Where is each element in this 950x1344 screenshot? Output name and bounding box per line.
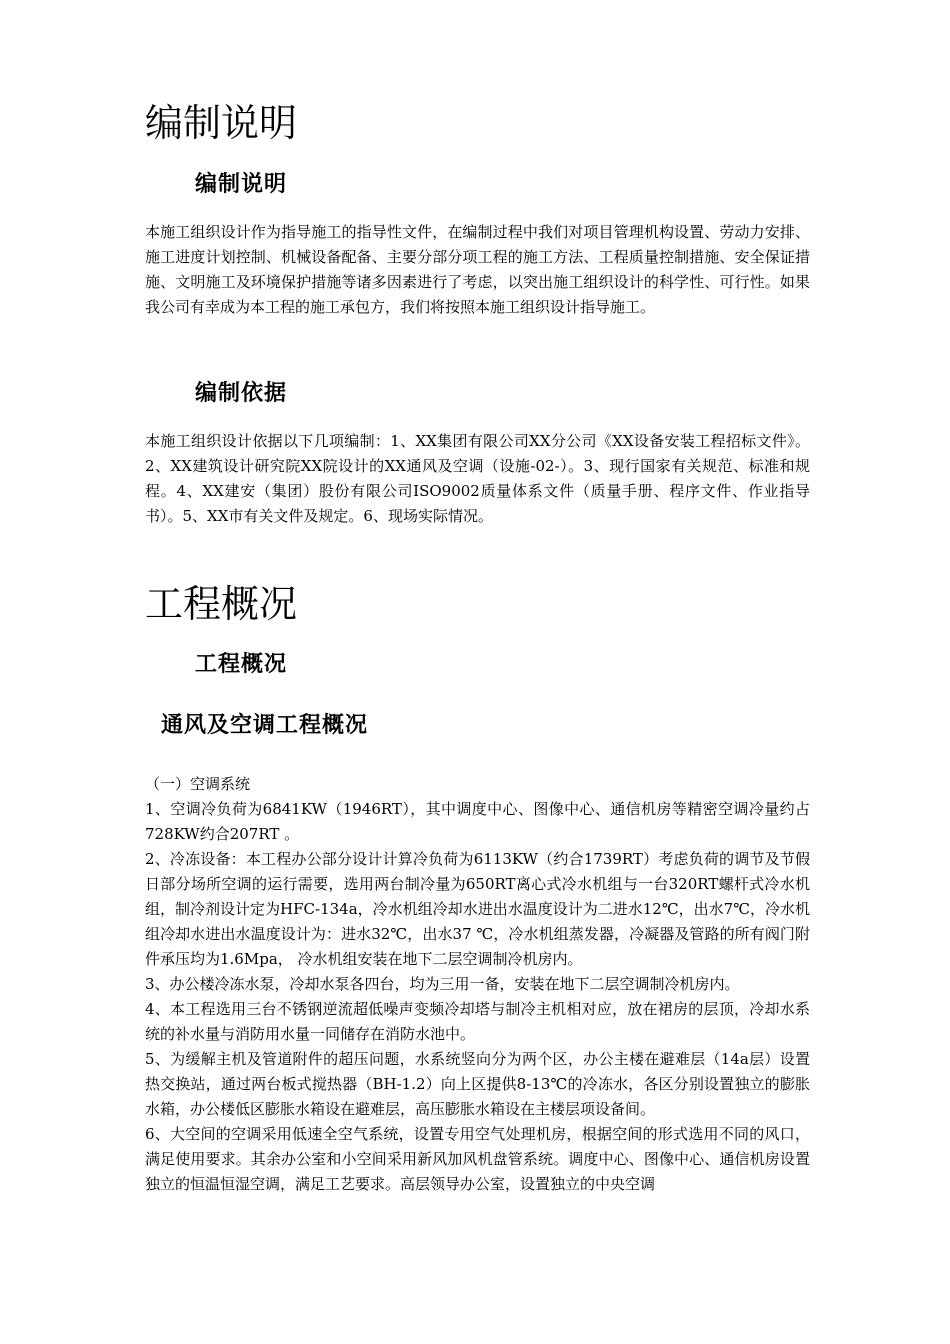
list-item: 2、冷冻设备：本工程办公部分设计计算冷负荷为6113KW（约合1739RT）考虑负荷的调节及节假日部分场所空调的运行需要，选用两台制冷量为650RT离心式冷水机组与一台320RT螺杆式冷水机组，制冷剂设计定为HFC-134a，冷水机组冷却水进出水温度设计为二进水12℃，出水7℃，冷水机组冷却水进出水温度设计为：进水32℃，出水37 ℃，冷水机组蒸发器，冷凝器及管路的所有阀门附件承压均为1.6Mpa， 冷水机组安装在地下二层空调制冷机房内。 xyxy=(145,850,810,968)
list-item: 6、大空间的空调采用低速全空气系统，设置专用空气处理机房，根据空间的形式选用不同的风口，满足使用要求。其余办公室和小空间采用新风加风机盘管系统。调度中心、图像中心、通信机房设置独立的恒温恒湿空调，满足工艺要求。高层领导办公室，设置独立的中央空调 xyxy=(145,1125,810,1193)
subheading-hvac: 通风及空调工程概况 xyxy=(161,713,369,738)
subheading-basis: 编制依据 xyxy=(195,381,288,406)
list-item: 3、办公楼冷冻水泵，冷却水泵各四台，均为三用一备，安装在地下二层空调制冷机房内。 xyxy=(145,975,740,993)
section-heading-compilation: 编制说明 xyxy=(145,101,298,145)
system-label: （一）空调系统 xyxy=(145,775,251,793)
list-item: 5、为缓解主机及管道附件的超压问题，水系统竖向分为两个区，办公主楼在避难层（14a层）设置热交换站，通过两台板式搅热器（BH-1.2）向上区提供8-13℃的冷冻水，各区分别设置独立的膨胀水箱，办公楼低区膨胀水箱设在避难层，高压膨胀水箱设在主楼层项设备间。 xyxy=(145,1050,810,1118)
section-heading-overview: 工程概况 xyxy=(145,582,298,626)
basis-paragraph: 本施工组织设计依据以下几项编制：1、XX集团有限公司XX分公司《XX设备安装工程招标文件》。2、XX建筑设计研究院XX院设计的XX通风及空调（设施-02-）。3、现行国家有关规范、标准和规程。4、XX建安（集团）股份有限公司ISO9002质量体系文件（质量手册、程序文件、作业指导书）。5、XX市有关文件及规定。6、现场实际情况。 xyxy=(145,432,810,525)
list-item: 4、本工程选用三台不锈钢逆流超低噪声变频冷却塔与制冷主机相对应，放在裙房的层顶，冷却水系统的补水量与消防用水量一同储存在消防水池中。 xyxy=(145,1000,810,1043)
subheading-compilation: 编制说明 xyxy=(195,172,288,197)
compilation-paragraph: 本施工组织设计作为指导施工的指导性文件，在编制过程中我们对项目管理机构设置、劳动力安排、施工进度计划控制、机械设备配备、主要分部分项工程的施工方法、工程质量控制措施、安全保证措施、文明施工及环境保护措施等诸多因素进行了考虑，以突出施工组织设计的科学性、可行性。如果我公司有幸成为本工程的施工承包方，我们将按照本施工组织设计指导施工。 xyxy=(145,223,810,316)
hvac-content xyxy=(145,772,810,1197)
list-item: 1、空调冷负荷为6841KW（1946RT），其中调度中心、图像中心、通信机房等精密空调冷量约占728KW约合207RT 。 xyxy=(145,800,810,843)
subheading-overview: 工程概况 xyxy=(195,652,288,677)
